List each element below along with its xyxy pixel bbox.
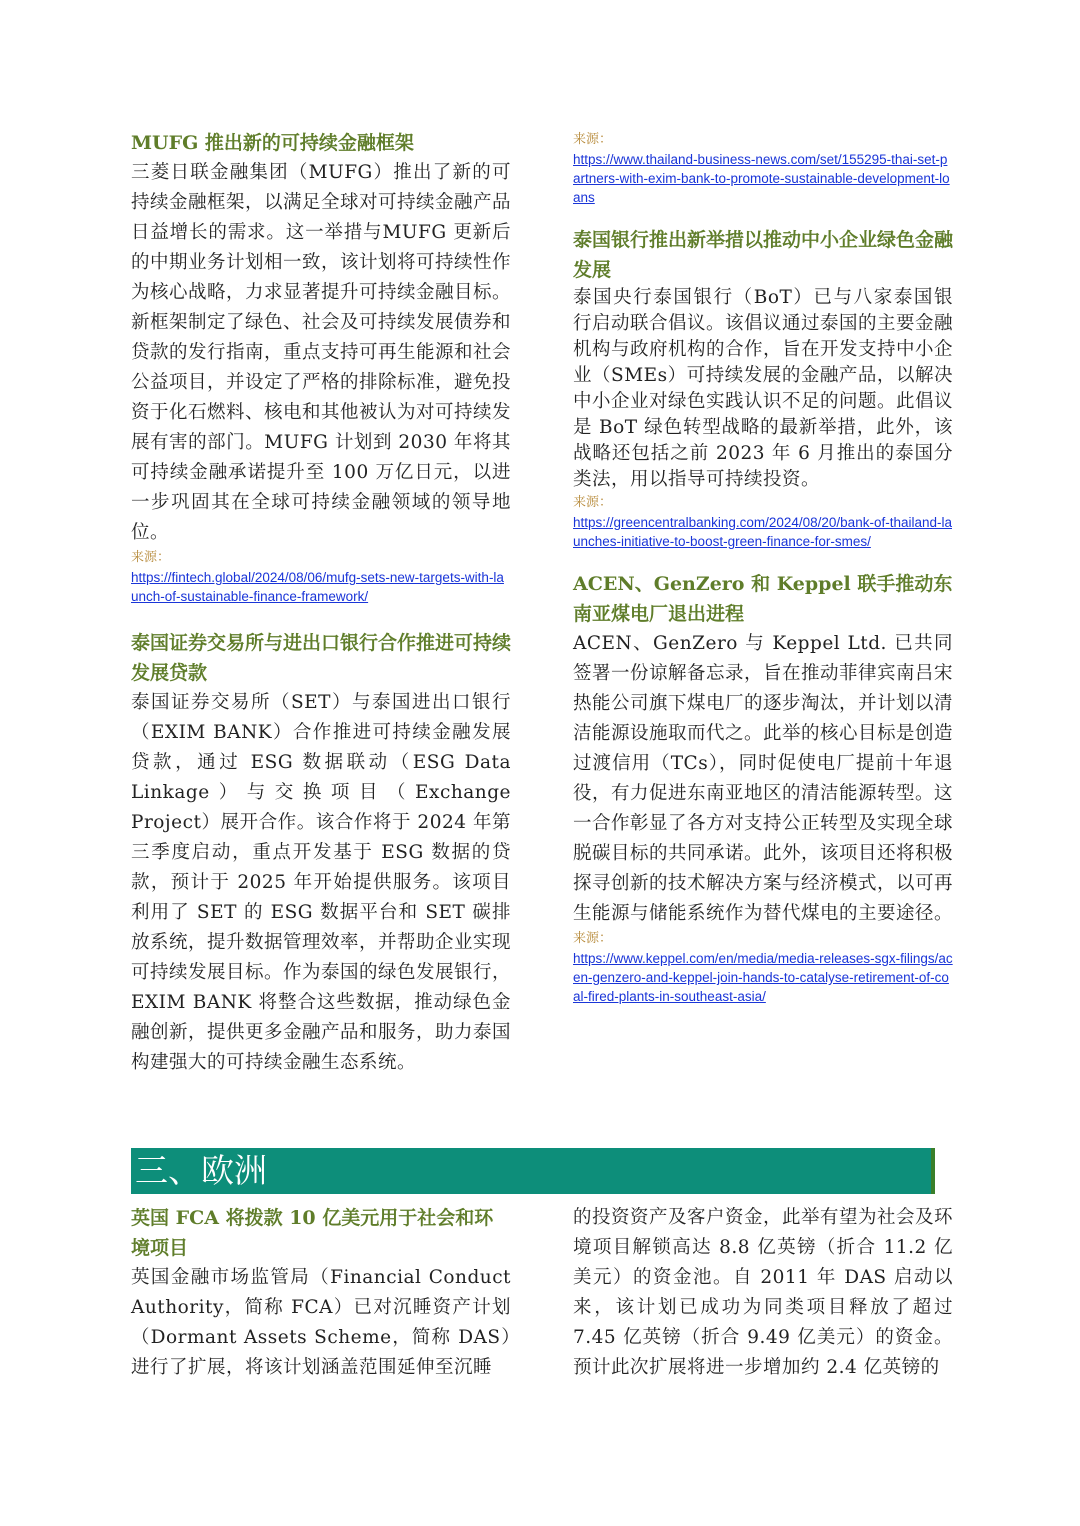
set-source-label: 来源：	[573, 132, 613, 147]
europe-right-column	[573, 1203, 953, 1383]
europe-left-column	[131, 1203, 511, 1383]
mufg-body: 三菱日联金融集团（MUFG）推出了新的可持续金融框架，以满足全球对可持续金融产品日益增长的需求。这一举措与MUFG 更新后的中期业务计划相一致，该计划将可持续性作为核心战略，力求显著提升可持续金融目标。新框架制定了绿色、社会及可持续发展债券和贷款的发行指南，重点支持可再生能源和社会公益项目，并设定了严格的排除标准，避免投资于化石燃料、核电和其他被认为对可持续发展有害的部门。MUFG 计划到 2030 年将其可持续金融承诺提升至 100 万亿日元，以进一步巩固其在全球可持续金融领域的领导地位。	[131, 162, 512, 543]
mufg-source-label: 来源：	[131, 550, 171, 565]
mufg-source-link[interactable]: https://fintech.global/2024/08/06/mufg-sets-new-targets-with-launch-of-sustainable-finance-framework/	[131, 570, 504, 604]
bot-source-link[interactable]: https://greencentralbanking.com/2024/08/20/bank-of-thailand-launches-initiative-to-boost-green-finance-for-smes/	[573, 515, 952, 549]
bot-source-label: 来源：	[573, 495, 613, 510]
section-heading: 三、欧洲	[135, 1151, 267, 1190]
bot-title: 泰国银行推出新举措以推动中小企业绿色金融发展	[573, 229, 954, 281]
acen-title: ACEN、GenZero 和 Keppel 联手推动东南亚煤电厂退出进程	[573, 573, 953, 625]
acen-source-link[interactable]: https://www.keppel.com/en/media/media-releases-sgx-filings/acen-genzero-and-keppel-join-hands-to-catalyse-retirement-of-coal-fired-plants-in-southeast-asia/	[573, 951, 953, 1004]
fca-body-left: 英国金融市场监管局（Financial Conduct Authority，简称 FCA）已对沉睡资产计划（Dormant Assets Scheme，简称 DAS）进行了扩展，将该计划涵盖范围延伸至沉睡	[131, 1267, 511, 1378]
fca-title: 英国 FCA 将拨款 10 亿美元用于社会和环境项目	[131, 1207, 494, 1259]
set-source-link[interactable]: https://www.thailand-business-news.com/set/155295-thai-set-partners-with-exim-bank-to-promote-sustainable-development-loans	[573, 152, 950, 205]
set-title: 泰国证券交易所与进出口银行合作推进可持续发展贷款	[131, 632, 512, 684]
left-column	[131, 128, 511, 1078]
acen-source-label: 来源：	[573, 931, 613, 946]
fca-body-right: 的投资资产及客户资金，此举有望为社会及环境项目解锁高达 8.8 亿英镑（折合 11.2 亿美元）的资金池。自 2011 年 DAS 启动以来，该计划已成功为同类项目释放了超过 7.45 亿英镑（折合 9.49 亿美元）的资金。预计此次扩展将进一步增加约 2.4 亿英镑的	[573, 1207, 954, 1378]
section-banner-europe	[131, 1148, 935, 1194]
bot-body: 泰国央行泰国银行（BoT）已与八家泰国银行启动联合倡议。该倡议通过泰国的主要金融机构与政府机构的合作，旨在开发支持中小企业（SMEs）可持续发展的金融产品，以解决中小企业对绿色实践认识不足的问题。此倡议是 BoT 绿色转型战略的最新举措，此外，该战略还包括之前 2023 年 6 月推出的泰国分类法，用以指导可持续投资。	[573, 287, 954, 490]
set-body: 泰国证券交易所（SET）与泰国进出口银行（EXIM BANK）合作推进可持续金融发展贷款，通过 ESG 数据联动（ESG Data Linkage）与交换项目（Exchange Project）展开合作。该合作将于 2024 年第三季度启动，重点开发基于 ESG 数据的贷款，预计于 2025 年开始提供服务。该项目利用了 SET 的 ESG 数据平台和 SET 碳排放系统，提升数据管理效率，并帮助企业实现可持续发展目标。作为泰国的绿色发展银行，EXIM BANK 将整合这些数据，推动绿色金融创新，提供更多金融产品和服务，助力泰国构建强大的可持续金融生态系统。	[131, 692, 512, 1073]
right-column	[573, 130, 953, 1006]
mufg-title: MUFG 推出新的可持续金融框架	[131, 132, 414, 154]
acen-body: ACEN、GenZero 与 Keppel Ltd. 已共同签署一份谅解备忘录，旨在推动菲律宾南吕宋热能公司旗下煤电厂的逐步淘汰，并计划以清洁能源设施取而代之。此举的核心目标是创造过渡信用（TCs），同时促使电厂提前十年退役，有力促进东南亚地区的清洁能源转型。这一合作彰显了各方对支持公正转型及实现全球脱碳目标的共同承诺。此外，该项目还将积极探寻创新的技术解决方案与经济模式，以可再生能源与储能系统作为替代煤电的主要途径。	[573, 633, 954, 924]
